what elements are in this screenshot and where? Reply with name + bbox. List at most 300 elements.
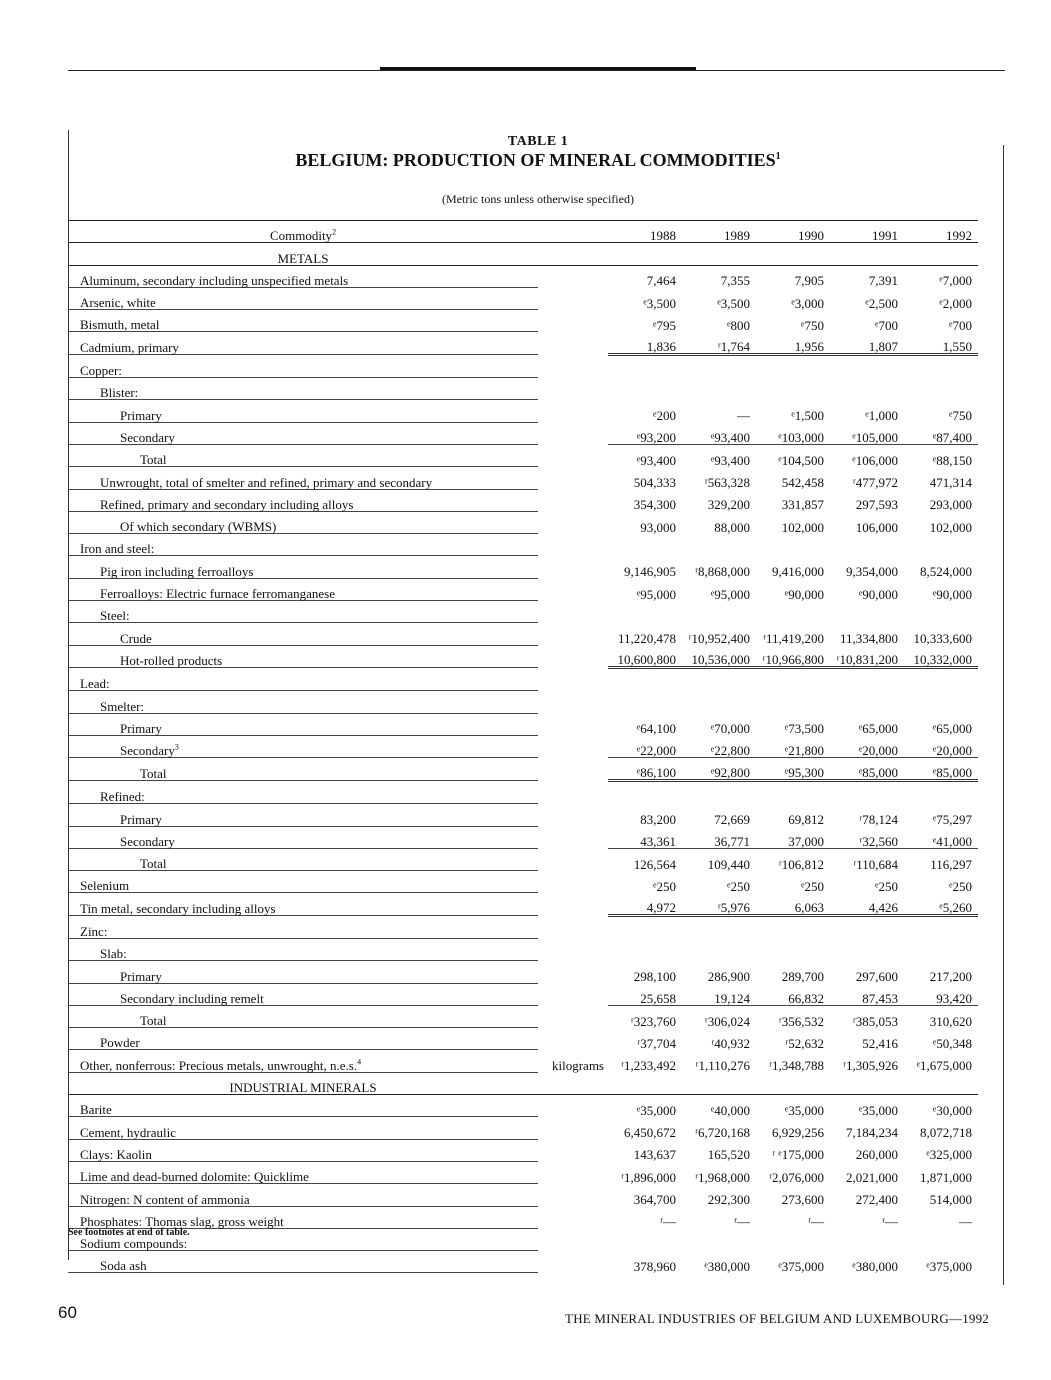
value-cell-1990: ʳ2,076,000 [769, 1169, 824, 1185]
unit-cell [538, 645, 608, 668]
unit-cell [538, 804, 608, 826]
year-header-1988: 1988 [608, 221, 682, 243]
commodity-table [68, 220, 978, 1273]
value-cell-1988: 25,658 [640, 990, 676, 1006]
value-cell-1991: ᵉ1,000 [865, 408, 898, 424]
table-row [68, 939, 978, 961]
commodity-label: Pig iron including ferroalloys [100, 563, 254, 579]
value-cell-1989: 7,355 [720, 273, 750, 289]
value-cell-1989: ᵉ22,800 [710, 743, 750, 759]
value-cell-1988: ᵉ795 [653, 317, 676, 333]
value-cell-1991: 1,807 [830, 332, 904, 355]
value-cell-1989 [682, 534, 756, 556]
value-cell-1991 [830, 601, 904, 623]
commodity-label: Powder [100, 1035, 140, 1051]
commodity-name [68, 310, 538, 332]
table-row [68, 265, 978, 287]
value-cell-1988: ᵉ22,000 [636, 743, 676, 759]
value-cell-1990: 66,832 [788, 990, 824, 1006]
table-row [68, 645, 978, 668]
table-row [68, 826, 978, 848]
value-cell-1991 [830, 781, 904, 804]
table-row [68, 1005, 978, 1027]
value-cell-1989: ᵉ250 [727, 878, 750, 894]
value-cell-1988: ᵉ200 [653, 408, 676, 424]
value-cell-1992: — [959, 1214, 972, 1230]
value-cell-1991 [830, 1228, 904, 1250]
value-cell-1992: ᵉ5,260 [904, 893, 978, 916]
unit-cell [538, 265, 608, 287]
year-header-1991: 1991 [830, 221, 904, 243]
unit-cell [538, 1095, 608, 1117]
value-cell-1988 [608, 378, 682, 400]
unit-cell [538, 400, 608, 422]
commodity-label: Unwrought, total of smelter and refined, primary and secondary [100, 474, 433, 490]
value-cell-1988: 43,361 [640, 833, 676, 849]
value-cell-1989: ʳ10,952,400 [688, 631, 750, 647]
value-cell-1990: ᵉ375,000 [778, 1258, 824, 1274]
value-cell-1989 [682, 355, 756, 378]
value-cell-1988: ʳ1,233,492 [621, 1058, 676, 1074]
value-cell-1988: 354,300 [633, 497, 676, 513]
value-cell-1988 [608, 781, 682, 804]
commodity-label: Total [140, 856, 167, 872]
value-cell-1989: 10,536,000 [682, 645, 756, 668]
value-cell-1988: 10,600,800 [608, 645, 682, 668]
commodity-name [68, 601, 538, 623]
value-cell-1990: 542,458 [781, 475, 824, 491]
value-cell-1991: ʳ32,560 [859, 833, 898, 849]
commodity-name [68, 556, 538, 578]
table-row [68, 444, 978, 466]
value-cell-1991 [830, 378, 904, 400]
unit-cell [538, 893, 608, 916]
value-cell-1991: ᵉ250 [875, 878, 898, 894]
commodity-label: Primary [120, 968, 162, 984]
unit-cell [538, 332, 608, 355]
value-cell-1988: ᵉ93,200 [636, 429, 676, 445]
value-cell-1990: 37,000 [788, 833, 824, 849]
commodity-name [68, 916, 538, 939]
value-cell-1991 [830, 916, 904, 939]
value-cell-1992: ᵉ700 [949, 317, 972, 333]
value-cell-1992: 10,332,000 [904, 645, 978, 668]
value-cell-1990 [756, 939, 830, 961]
table-row [68, 400, 978, 422]
empty-cell [682, 243, 756, 265]
unit-cell [538, 623, 608, 645]
commodity-name [68, 332, 538, 355]
value-cell-1992: 8,072,718 [920, 1125, 972, 1141]
commodity-label: Of which secondary (WBMS) [120, 519, 277, 535]
table-row [68, 961, 978, 983]
commodity-name [68, 623, 538, 645]
value-cell-1991: ʳ110,684 [830, 848, 904, 870]
table-row [68, 310, 978, 332]
table-row [68, 983, 978, 1005]
commodity-label: Secondary [120, 429, 175, 445]
value-cell-1990: ᵉ750 [801, 317, 824, 333]
table-row [68, 668, 978, 691]
value-cell-1989: ʳ306,024 [682, 1005, 756, 1027]
unit-cell [538, 467, 608, 489]
value-cell-1988: ᵉ35,000 [636, 1102, 676, 1118]
value-cell-1989: ᵉ70,000 [710, 721, 750, 737]
value-cell-1989: ᵉ40,000 [710, 1102, 750, 1118]
value-cell-1991: ʳ1,305,926 [843, 1058, 898, 1074]
table-row [68, 556, 978, 578]
value-cell-1992: ᵉ750 [949, 408, 972, 424]
value-cell-1992: ᵉ20,000 [932, 743, 972, 759]
commodity-label: Slab: [100, 946, 127, 962]
commodity-label: Lime and dead-burned dolomite: Quicklime [80, 1169, 309, 1185]
value-cell-1989: ʳ8,868,000 [695, 564, 750, 580]
unit-cell [538, 1228, 608, 1250]
value-cell-1992: 8,524,000 [920, 564, 972, 580]
commodity-label: Aluminum, secondary including unspecified metals [80, 272, 349, 288]
table-title [68, 150, 1008, 171]
value-cell-1992: 1,871,000 [920, 1169, 972, 1185]
commodity-name [68, 1206, 538, 1228]
value-cell-1992: ᵉ325,000 [926, 1147, 972, 1163]
unit-cell [538, 1028, 608, 1050]
value-cell-1991 [830, 691, 904, 713]
value-cell-1990: ʳ1,348,788 [769, 1058, 824, 1074]
commodity-label: Hot-rolled products [120, 653, 223, 669]
commodity-header [68, 221, 538, 243]
unit-cell [538, 287, 608, 309]
empty-cell [904, 243, 978, 265]
value-cell-1988: ᵉ95,000 [636, 586, 676, 602]
value-cell-1989: ʳ563,328 [704, 475, 750, 491]
value-cell-1991: 4,426 [830, 893, 904, 916]
commodity-name [68, 511, 538, 533]
value-cell-1988 [608, 916, 682, 939]
value-cell-1990: 102,000 [781, 519, 824, 535]
value-cell-1988: ᵉ3,500 [643, 295, 676, 311]
commodity-name [68, 826, 538, 848]
value-cell-1988: ᵉ93,400 [608, 444, 682, 466]
commodity-label: Zinc: [80, 924, 108, 939]
value-cell-1991: ᵉ35,000 [858, 1102, 898, 1118]
table-row [68, 534, 978, 556]
value-cell-1988: 143,637 [633, 1147, 676, 1163]
year-header-1989: 1989 [682, 221, 756, 243]
table-row [68, 467, 978, 489]
running-footer-title: THE MINERAL INDUSTRIES OF BELGIUM AND LUXEMBOURG—1992 [565, 1311, 989, 1326]
value-cell-1991: 11,334,800 [839, 631, 898, 647]
value-cell-1990: ʳ— [808, 1214, 824, 1230]
value-cell-1989: 292,300 [707, 1192, 750, 1208]
unit-cell [538, 556, 608, 578]
commodity-label: Total [140, 452, 167, 468]
commodity-label: Other, nonferrous: Precious metals, unwrought, n.e.s. [80, 1057, 358, 1073]
value-cell-1990: 7,905 [794, 273, 824, 289]
value-cell-1991: 2,021,000 [846, 1169, 898, 1185]
value-cell-1988: 83,200 [640, 812, 676, 828]
commodity-name [68, 645, 538, 668]
unit-cell [538, 871, 608, 893]
value-cell-1992: 10,333,600 [913, 631, 972, 647]
value-cell-1992: 1,550 [904, 332, 978, 355]
commodity-name [68, 781, 538, 804]
value-cell-1991: 272,400 [855, 1192, 898, 1208]
value-cell-1990: ᵉ3,000 [791, 295, 824, 311]
value-cell-1990: 69,812 [788, 812, 824, 828]
unit-cell [538, 983, 608, 1005]
value-cell-1988: 504,333 [633, 475, 676, 491]
commodity-name [68, 1117, 538, 1139]
value-cell-1988 [608, 601, 682, 623]
table-row [68, 623, 978, 645]
units-note: (Metric tons unless otherwise specified) [442, 192, 634, 206]
table-row [68, 781, 978, 804]
value-cell-1988: 298,100 [633, 969, 676, 985]
value-cell-1990 [756, 378, 830, 400]
value-cell-1992: ᵉ250 [949, 878, 972, 894]
commodity-label: Cement, hydraulic [80, 1124, 177, 1140]
value-cell-1990: ᵉ1,500 [791, 408, 824, 424]
commodity-name [68, 668, 538, 691]
value-cell-1988 [608, 1228, 682, 1250]
value-cell-1991: ᵉ20,000 [858, 743, 898, 759]
value-cell-1988: 11,220,478 [617, 631, 676, 647]
value-cell-1992: 310,620 [904, 1005, 978, 1027]
value-cell-1990 [756, 781, 830, 804]
commodity-name [68, 578, 538, 600]
unit-cell [538, 1005, 608, 1027]
commodity-footnote-marker: 2 [332, 227, 337, 237]
value-cell-1989: ʳ6,720,168 [695, 1125, 750, 1141]
empty-cell [830, 243, 904, 265]
value-cell-1988 [608, 691, 682, 713]
value-cell-1991: 106,000 [855, 519, 898, 535]
value-cell-1989: ᵉ93,400 [710, 429, 750, 445]
value-cell-1988: ᵉ64,100 [636, 721, 676, 737]
commodity-name [68, 444, 538, 466]
value-cell-1988: ʳ— [660, 1214, 676, 1230]
commodity-name [68, 422, 538, 444]
unit-cell [538, 916, 608, 939]
unit-cell [538, 378, 608, 400]
value-cell-1992: 93,420 [936, 990, 972, 1006]
commodity-label: Secondary [120, 743, 175, 759]
value-cell-1990: ʳ356,532 [756, 1005, 830, 1027]
value-cell-1989: ʳ— [734, 1214, 750, 1230]
value-cell-1989 [682, 601, 756, 623]
value-cell-1990 [756, 534, 830, 556]
value-cell-1988 [608, 668, 682, 691]
unit-cell [538, 1184, 608, 1206]
empty-cell [756, 1072, 830, 1094]
value-cell-1988: ᵉ250 [653, 878, 676, 894]
commodity-label: Primary [120, 811, 162, 827]
see-footnotes-note: See footnotes at end of table. [68, 1227, 190, 1238]
commodity-label: Smelter: [100, 698, 145, 714]
table-row [68, 1206, 978, 1228]
value-cell-1989: 19,124 [714, 990, 750, 1006]
value-cell-1990 [756, 355, 830, 378]
commodity-label: Blister: [100, 385, 139, 401]
value-cell-1989: ᵉ3,500 [717, 295, 750, 311]
value-cell-1988 [608, 355, 682, 378]
table-row [68, 1161, 978, 1183]
table-number: TABLE 1 [507, 134, 569, 149]
table-row [68, 1050, 978, 1072]
value-cell-1991: ʳ385,053 [830, 1005, 904, 1027]
year-header-1990: 1990 [756, 221, 830, 243]
unit-cell [538, 355, 608, 378]
value-cell-1992: 116,297 [904, 848, 978, 870]
value-cell-1990: ᵉ21,800 [784, 743, 824, 759]
commodity-name [68, 939, 538, 961]
value-cell-1992: 514,000 [929, 1192, 972, 1208]
commodity-label: Primary [120, 720, 162, 736]
commodity-name [68, 1005, 538, 1027]
table-row [68, 691, 978, 713]
table-row [68, 848, 978, 870]
table-row [68, 355, 978, 378]
table-row [68, 1139, 978, 1161]
commodity-name [68, 378, 538, 400]
value-cell-1988: 7,464 [646, 273, 676, 289]
commodity-name [68, 400, 538, 422]
unit-cell [538, 310, 608, 332]
value-cell-1988 [608, 534, 682, 556]
production-table [68, 220, 978, 1273]
value-cell-1990: ʳ11,419,200 [763, 631, 824, 647]
table-row [68, 804, 978, 826]
table-row [68, 378, 978, 400]
top-rule [68, 70, 1005, 71]
value-cell-1989: ʳ1,764 [682, 332, 756, 355]
unit-cell [538, 758, 608, 781]
value-cell-1989: ʳ1,968,000 [695, 1169, 750, 1185]
value-cell-1989: ᵉ800 [727, 317, 750, 333]
commodity-name [68, 1251, 538, 1273]
value-cell-1992 [904, 1228, 978, 1250]
value-cell-1990 [756, 601, 830, 623]
commodity-label: Copper: [80, 363, 122, 379]
commodity-name [68, 489, 538, 511]
value-cell-1992: ᵉ7,000 [939, 273, 972, 289]
value-cell-1992: ᵉ30,000 [932, 1102, 972, 1118]
value-cell-1991: ᵉ106,000 [830, 444, 904, 466]
value-cell-1990: ʳ106,812 [756, 848, 830, 870]
value-cell-1991: 9,354,000 [846, 564, 898, 580]
value-cell-1991: 52,416 [862, 1035, 898, 1051]
unit-cell [538, 961, 608, 983]
value-cell-1991: ᵉ700 [875, 317, 898, 333]
unit-cell [538, 444, 608, 466]
value-cell-1988: 364,700 [633, 1192, 676, 1208]
value-cell-1991: ʳ— [882, 1214, 898, 1230]
footnote-marker: 3 [174, 742, 179, 752]
value-cell-1989: ᵉ380,000 [704, 1258, 750, 1274]
value-cell-1991: 260,000 [855, 1147, 898, 1163]
empty-cell [756, 243, 830, 265]
value-cell-1990: 331,857 [781, 497, 824, 513]
value-cell-1992: ᵉ1,675,000 [916, 1058, 972, 1074]
value-cell-1990: ʳ ᵉ175,000 [772, 1147, 824, 1163]
value-cell-1988: ʳ37,704 [637, 1035, 676, 1051]
value-cell-1990: 1,956 [756, 332, 830, 355]
unit-cell [538, 781, 608, 804]
commodity-name [68, 983, 538, 1005]
value-cell-1992 [904, 534, 978, 556]
unit-cell [538, 691, 608, 713]
table-row [68, 1095, 978, 1117]
commodity-label: Nitrogen: N content of ammonia [80, 1191, 250, 1207]
unit-cell [538, 511, 608, 533]
value-cell-1989: 165,520 [707, 1147, 750, 1163]
value-cell-1991: ᵉ380,000 [852, 1258, 898, 1274]
commodity-label: Bismuth, metal [80, 317, 160, 333]
value-cell-1991 [830, 355, 904, 378]
value-cell-1989: ʳ40,932 [711, 1035, 750, 1051]
page-number: 60 [58, 1303, 77, 1322]
value-cell-1988: 93,000 [640, 519, 676, 535]
unit-cell [538, 1161, 608, 1183]
value-cell-1992 [904, 916, 978, 939]
commodity-label: Refined, primary and secondary including alloys [100, 496, 354, 512]
value-cell-1991 [830, 534, 904, 556]
empty-cell [682, 1072, 756, 1094]
commodity-name [68, 691, 538, 713]
value-cell-1992 [904, 355, 978, 378]
value-cell-1992: ᵉ87,400 [932, 429, 972, 445]
value-cell-1989: 329,200 [707, 497, 750, 513]
commodity-label: Total [140, 766, 167, 782]
value-cell-1991: ʳ10,831,200 [830, 645, 904, 668]
unit-cell [538, 534, 608, 556]
value-cell-1991 [830, 668, 904, 691]
value-cell-1989: ʳ1,110,276 [695, 1058, 750, 1074]
value-cell-1992 [904, 781, 978, 804]
table-row [68, 422, 978, 444]
footnote-marker: 4 [357, 1057, 362, 1067]
commodity-label: Sodium compounds: [80, 1236, 188, 1252]
unit-cell [538, 668, 608, 691]
value-cell-1989 [682, 668, 756, 691]
commodity-name [68, 893, 538, 916]
value-cell-1992: ᵉ88,150 [904, 444, 978, 466]
table-title-text: BELGIUM: PRODUCTION OF MINERAL COMMODITIES [295, 150, 776, 170]
table-row [68, 758, 978, 781]
commodity-label: Steel: [100, 608, 130, 624]
value-cell-1992: ᵉ2,000 [939, 295, 972, 311]
commodity-name [68, 467, 538, 489]
unit-cell [538, 848, 608, 870]
value-cell-1992 [904, 691, 978, 713]
commodity-name [68, 735, 538, 757]
commodity-name [68, 758, 538, 781]
value-cell-1991: ʳ78,124 [859, 812, 898, 828]
value-cell-1990: ᵉ73,500 [784, 721, 824, 737]
commodity-name [68, 848, 538, 870]
value-cell-1990 [756, 691, 830, 713]
commodity-label: Tin metal, secondary including alloys [80, 901, 276, 917]
value-cell-1989: 36,771 [714, 833, 750, 849]
value-cell-1992: ᵉ90,000 [932, 586, 972, 602]
empty-cell [538, 243, 608, 265]
title-footnote-marker: 1 [775, 151, 781, 162]
commodity-header-text: Commodity [269, 228, 333, 244]
value-cell-1990: 273,600 [781, 1192, 824, 1208]
value-cell-1990: ᵉ95,300 [756, 758, 830, 781]
commodity-label: Ferroalloys: Electric furnace ferromanganese [100, 586, 335, 602]
unit-cell [538, 578, 608, 600]
